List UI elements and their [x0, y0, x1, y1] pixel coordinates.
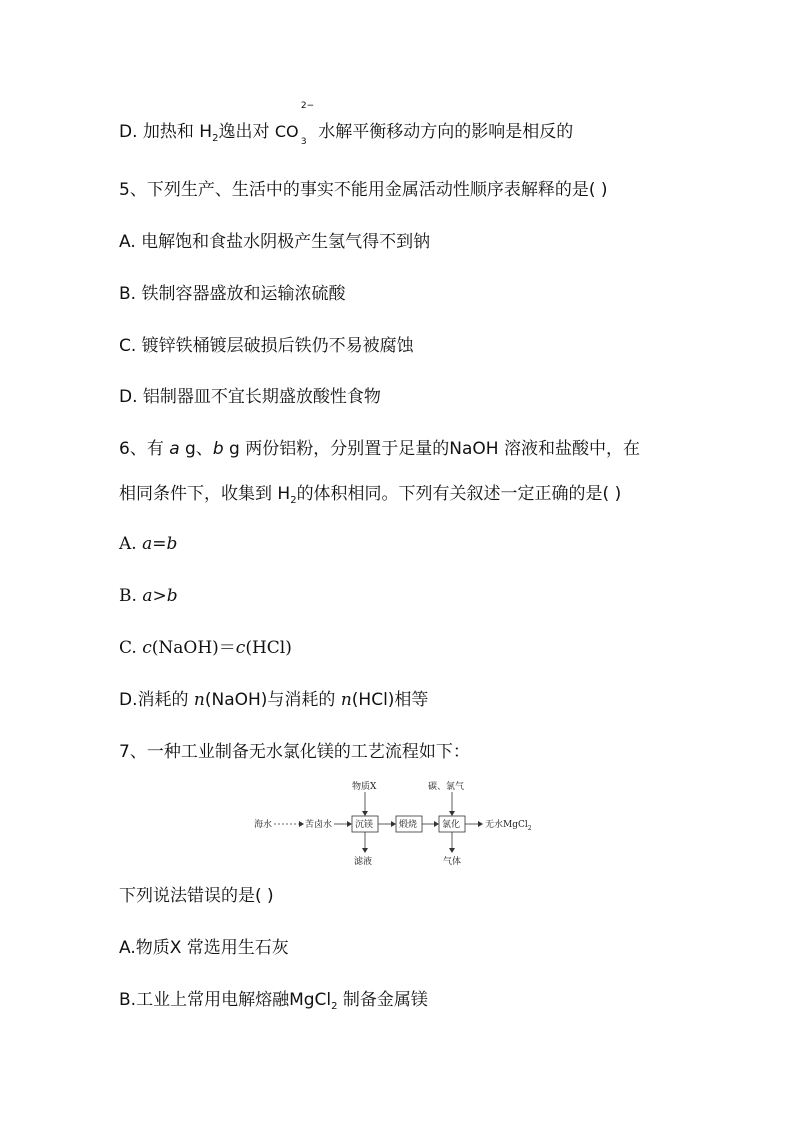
- var-b: b: [212, 439, 224, 459]
- q6-option-b: [119, 585, 178, 607]
- q5-option-d: D. 铝制器皿不宜长期盛放酸性食物: [119, 387, 381, 407]
- q7-stem: 7、一种工业制备无水氯化镁的工艺流程如下：: [119, 742, 470, 762]
- gas-label: 气体: [443, 857, 462, 867]
- process-flow-diagram: [250, 778, 550, 870]
- reagents-label: 碳、氯气: [428, 782, 465, 792]
- q7-option-b: [119, 989, 428, 1014]
- h2-subscript: 2: [290, 495, 297, 506]
- q6-stem-line1: [119, 438, 640, 460]
- q5-option-b: B. 铁制容器盛放和运输浓硫酸: [119, 284, 346, 304]
- q6-text-2: g、: [179, 439, 213, 459]
- arrow-head: [434, 821, 439, 827]
- q4d-text-2: 逸出对: [218, 122, 275, 142]
- arrow-head: [478, 821, 483, 827]
- precip-label: 沉镁: [355, 820, 374, 830]
- co3-charge: 2−: [300, 101, 315, 111]
- arrow-head: [362, 811, 368, 816]
- q5-option-a: A. 电解饱和食盐水阴极产生氢气得不到钠: [119, 232, 431, 252]
- arrow-head: [299, 821, 304, 827]
- product-label: [485, 818, 532, 832]
- arrow-head: [347, 821, 352, 827]
- option-label: A.: [119, 534, 143, 554]
- var-c: c: [142, 638, 152, 658]
- q6-text-3: g 两份铝粉，分别置于足量的NaOH 溶液和盐酸中，在: [223, 439, 640, 459]
- option-expr: a>b: [142, 586, 178, 606]
- q6-option-c: [119, 637, 292, 659]
- q6-text-4: 相同条件下，收集到 H: [119, 484, 291, 504]
- option-label: C.: [119, 638, 143, 658]
- calcine-label: 煅烧: [399, 820, 418, 830]
- chlorinate-label: 氯化: [442, 820, 461, 830]
- arrow-head: [449, 811, 455, 816]
- co-text: CO: [274, 122, 299, 141]
- option-text: 制备金属镁: [337, 990, 428, 1010]
- q6-stem-line2: [119, 483, 621, 508]
- option-expr: a=b: [142, 534, 178, 554]
- option-label: D.消耗的: [119, 690, 194, 710]
- var-a: a: [169, 439, 180, 459]
- option-text: B.工业上常用电解熔融MgCl: [119, 990, 332, 1010]
- q4-option-d: [119, 101, 574, 147]
- filtrate-label: 滤液: [354, 857, 373, 867]
- arrow-head: [391, 821, 396, 827]
- co3-subscript: 3: [300, 137, 307, 147]
- q7-question: 下列说法错误的是( ): [119, 886, 274, 906]
- q6-option-a: [119, 533, 177, 555]
- option-label: B.: [119, 586, 143, 606]
- arrow-head: [362, 848, 368, 853]
- brine-label: 苦卤水: [305, 820, 333, 830]
- seawater-label: 海水: [254, 820, 273, 830]
- option-text: (NaOH)＝: [151, 638, 236, 658]
- var-n: n: [193, 690, 205, 710]
- material-x-label: 物质X: [352, 782, 377, 792]
- q6-option-d: [119, 689, 428, 711]
- h2-subscript: 2: [212, 133, 219, 144]
- carbonate-ion: [274, 101, 315, 147]
- q6-text-5: 的体积相同。下列有关叙述一定正确的是( ): [296, 484, 622, 504]
- var-c: c: [235, 638, 246, 658]
- q4d-text-3: 水解平衡移动方向的影响是相反的: [318, 122, 574, 142]
- product-subscript: 2: [527, 825, 532, 832]
- option-text: (NaOH)与消耗的: [204, 690, 341, 710]
- option-text: (HCl): [245, 638, 292, 658]
- q5-option-c: C. 镀锌铁桶镀层破损后铁仍不易被腐蚀: [119, 336, 414, 356]
- q4d-text-1: D. 加热和 H: [119, 122, 213, 142]
- mgcl2-subscript: 2: [331, 1001, 338, 1012]
- q5-stem: 5、下列生产、生活中的事实不能用金属活动性顺序表解释的是( ): [119, 180, 608, 200]
- q7-option-a: A.物质X 常选用生石灰: [119, 938, 289, 958]
- product-text: 无水MgCl: [485, 820, 528, 830]
- arrow-head: [449, 848, 455, 853]
- var-n: n: [340, 690, 352, 710]
- option-text: (HCl)相等: [351, 690, 429, 710]
- q6-text-1: 6、有: [119, 439, 170, 459]
